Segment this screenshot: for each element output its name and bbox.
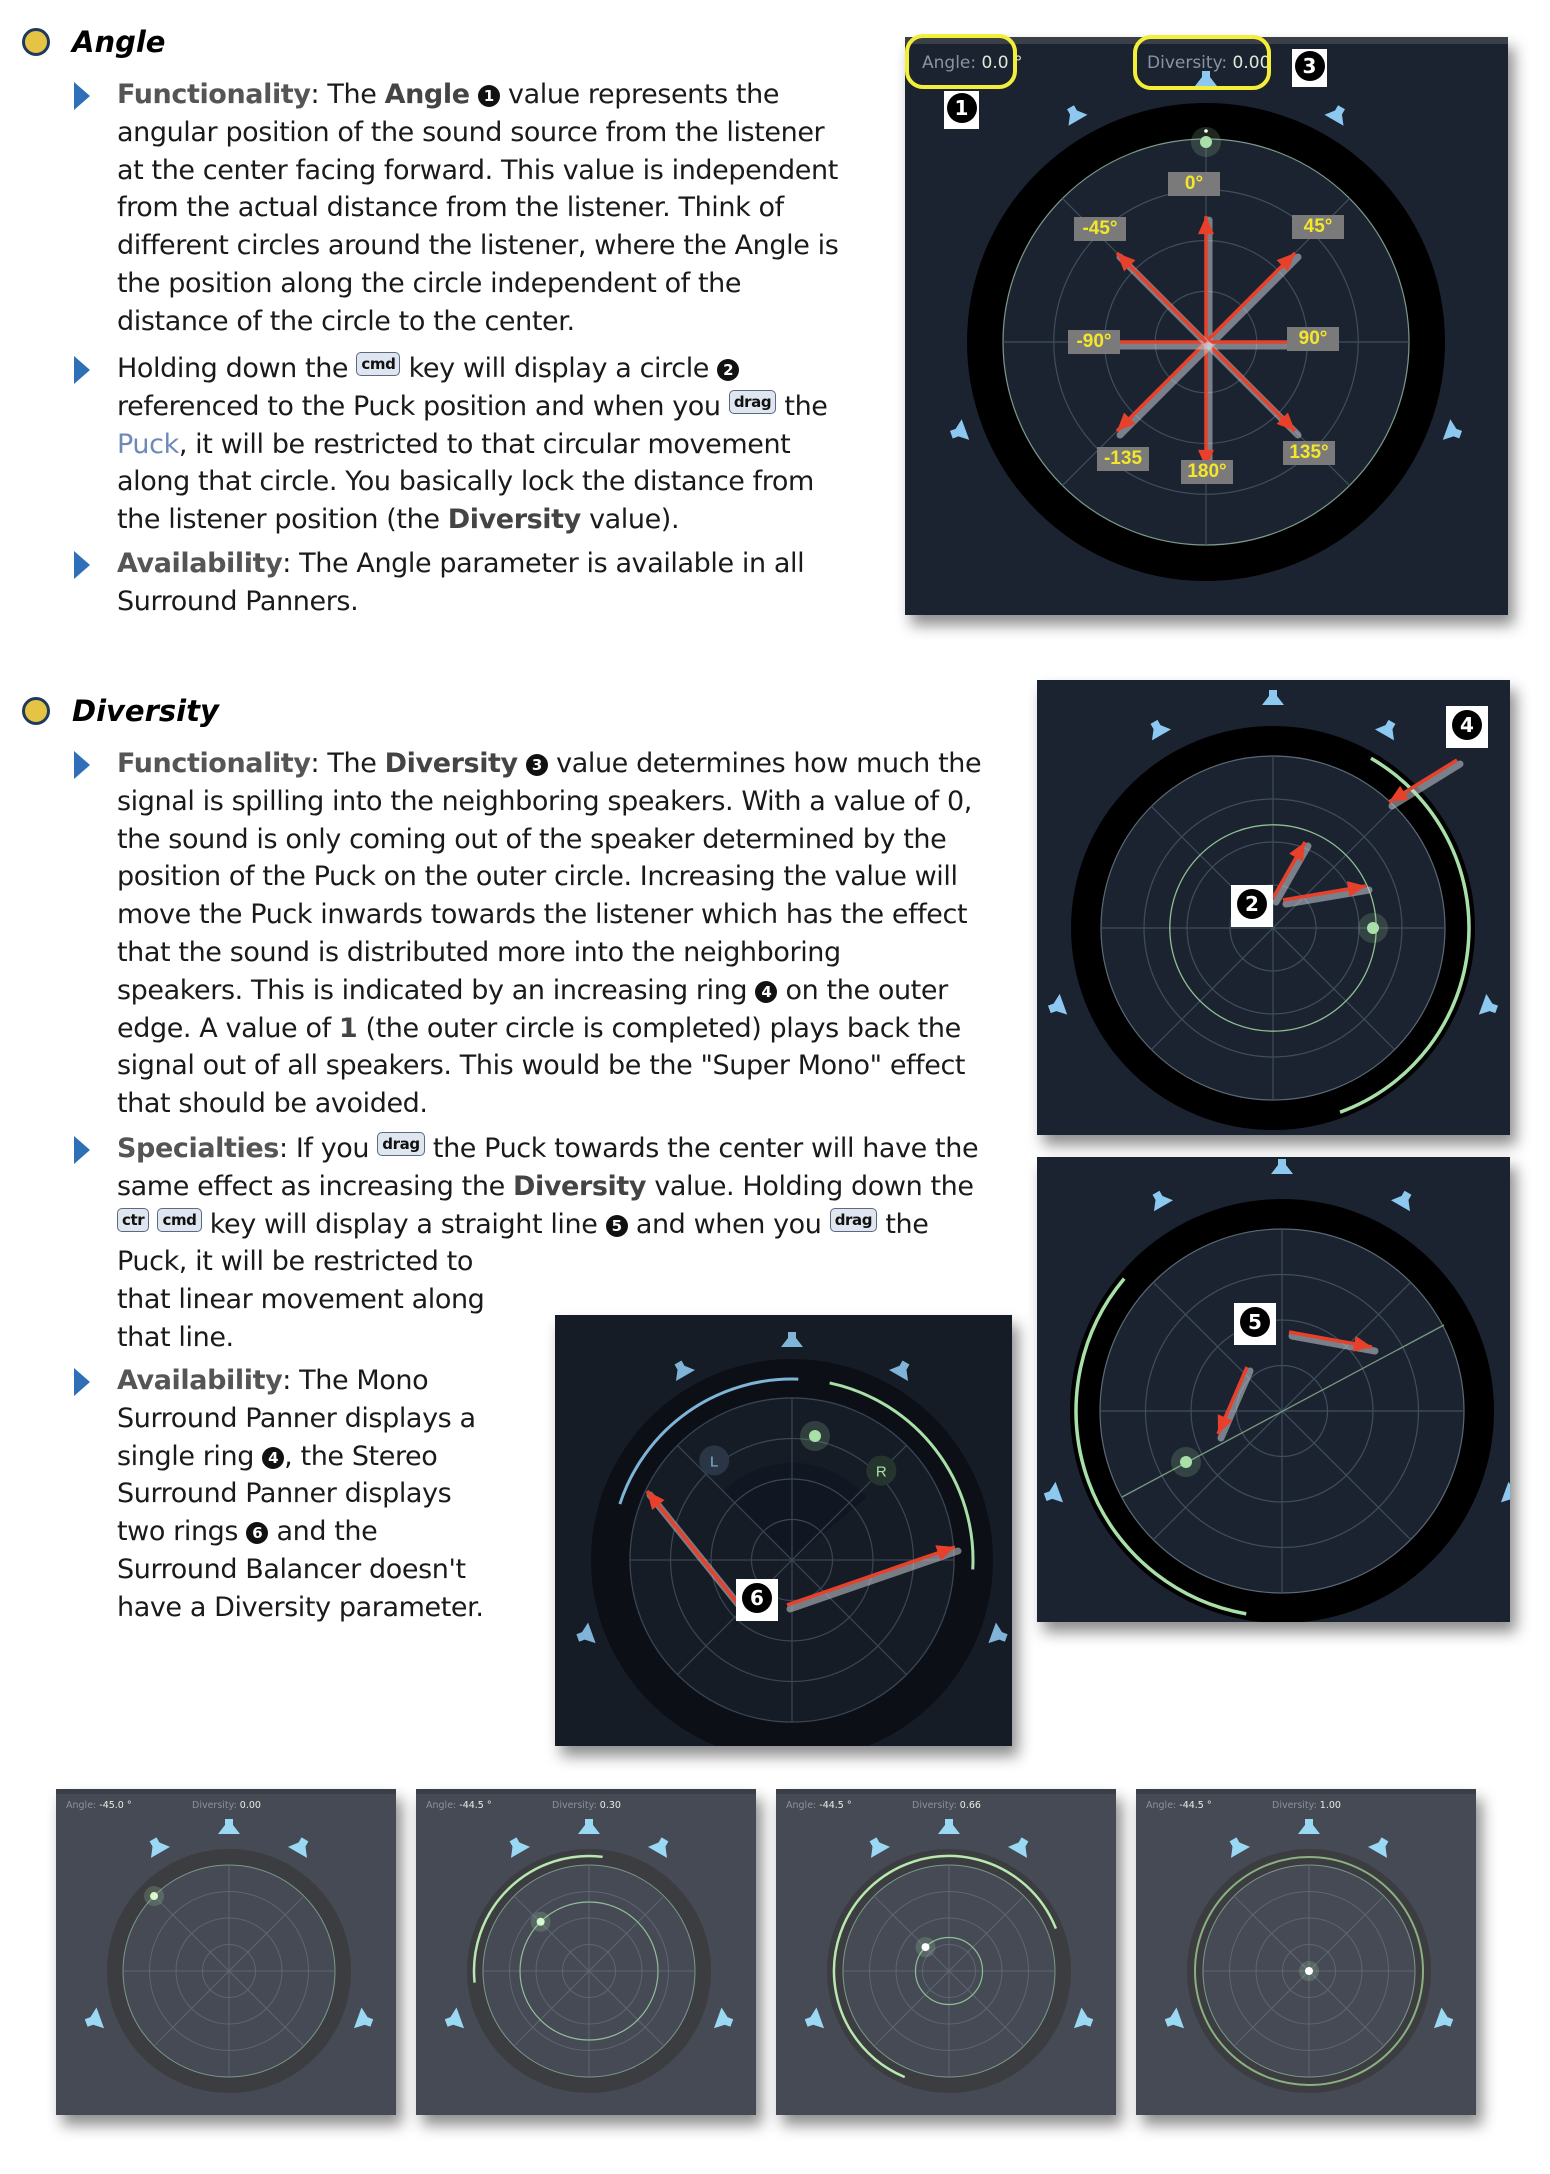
title-bar [416,1789,756,1794]
angle-label: Angle: [426,1800,460,1811]
callout-5-icon: 5 [606,1215,628,1237]
speaker-shape [1324,102,1351,126]
angle-readout: Angle: 0.0 ° [922,53,1023,73]
callout-6: 6 [736,1579,778,1621]
bullet-arrow-icon [74,751,90,779]
speaker-icon [938,1819,960,1834]
speaker-icon [863,1834,890,1858]
bullet-arrow-icon [74,1368,90,1396]
bullet-arrow-icon [74,356,90,384]
speaker-shape [1074,2008,1096,2034]
bullet-diversity-availability: Availability: The Mono Surround Panner displays a single ring 4 , the Stereo Surround Panner displays two rings 6 and the Surround Balancer doesn't have a Diversity parameter. [117,1362,537,1627]
direction-label: -135 [1097,447,1149,471]
speaker-shape [1144,716,1171,740]
speaker-shape [578,1819,600,1834]
callout-4-icon: 4 [262,1447,284,1469]
speaker-shape [442,2008,464,2034]
surround-panner-small[interactable] [416,1789,756,2115]
key-drag: drag [377,1132,424,1156]
section-title: Diversity [72,694,219,728]
callout-3-icon: 3 [526,754,548,776]
direction-label: -90° [1068,330,1120,354]
speaker-icon [82,2008,104,2034]
bullet-angle-availability: Availability: The Angle parameter is available in all Surround Panners. [117,545,897,621]
left-label: L [710,1453,719,1471]
annotation-arrow [1117,342,1206,431]
speaker-shape [1262,690,1284,705]
annotation-arrow [647,1491,739,1605]
readout [1146,1800,1212,1811]
callout-4-icon: 4 [755,981,777,1003]
arrow-shadow [1209,257,1298,346]
surround-panner-small[interactable] [776,1789,1116,2115]
bullet-angle-cmd-circle: Holding down the cmd key will display a circle 2 referenced to the Puck position and when you drag the Puck, it will be restricted to that circular movement along that circle. You basically lock the distance from the listener position (the Diversity value). [117,350,897,539]
speaker-shape [1046,994,1068,1020]
callout-1-icon: 1 [478,85,500,107]
speaker-shape [1162,2008,1184,2034]
direction-label: 90° [1287,327,1339,351]
speaker-shape [1223,1834,1250,1858]
speaker-shape [354,2008,376,2034]
speaker-icon [802,2008,824,2034]
direction-label: -45° [1074,217,1126,241]
speaker-icon [1298,1819,1320,1834]
puck [1180,1456,1192,1468]
speaker-shape [863,1834,890,1858]
speaker-icon [578,1819,600,1834]
callout-4: 4 [1446,706,1488,748]
panel-diversity-step [416,1789,756,2115]
speaker-icon [1008,1834,1035,1858]
speaker-icon [1391,1187,1418,1211]
bullet-arrow-icon [74,82,90,110]
speaker-icon [648,1834,675,1858]
speaker-icon [1223,1834,1250,1858]
heading-dot-icon [22,697,50,725]
puck [1367,922,1379,934]
speaker-icon [1262,690,1284,705]
arrow-shadow [1221,1371,1250,1438]
panel-stereo-rings [555,1315,1012,1746]
speaker-shape [1391,1187,1418,1211]
speaker-icon [1368,1834,1395,1858]
section-title: Angle [72,25,166,59]
bullet-label: Functionality [117,748,311,779]
annotation-arrow [1117,253,1206,342]
key-ctr: ctr [117,1208,149,1232]
speaker-icon [218,1819,240,1834]
speaker-shape [948,419,970,445]
panel-diversity-ring [1037,680,1510,1135]
highlight-angle [905,34,1017,89]
speaker-icon [1061,102,1088,126]
speaker-icon [1434,2008,1456,2034]
section-heading-angle [22,25,165,59]
direction-label: 180° [1181,460,1233,484]
bullet-label: Functionality [117,79,311,110]
diversity-value: 0.00 [1232,53,1271,73]
speaker-shape [1061,102,1088,126]
bullet-angle-functionality: Functionality: The Angle 1 value represents the angular position of the sound source from the listener at the center facing forward. This value is independent from the actual distance from the listener. Think of different circles around the listener, where the Angle is the position along the circle independent of the distance of the circle to the center. [117,76,887,341]
speaker-shape [1434,2008,1456,2034]
speaker-shape [802,2008,824,2034]
annotation-arrow [1206,253,1295,342]
speaker-shape [648,1834,675,1858]
speaker-shape [82,2008,104,2034]
bullet-diversity-specialties: Specialties: If you drag the Puck towards the center will have the same effect as increasing the Diversity value. Holding down the ctr cmd key will display a straight line 5 and when you drag the Puck, it will be restricted to that linear movement along that line. [117,1130,1017,1357]
speaker-shape [781,1332,803,1347]
puck [537,1918,545,1926]
speaker-shape [714,2008,736,2034]
title-bar [1136,1789,1476,1794]
speaker-icon [714,2008,736,2034]
diversity-label: Diversity: [192,1800,240,1811]
bullet-label: Specialties [117,1133,279,1164]
readout [912,1800,981,1811]
puck [1200,136,1212,148]
speaker-shape [1375,716,1402,740]
angle-value: -44.5 ° [459,1800,492,1811]
speaker-shape [1479,994,1501,1020]
surround-panner-diversity-ring[interactable] [1037,680,1510,1135]
title-bar [56,1789,396,1794]
speaker-shape [503,1834,530,1858]
speaker-icon [143,1834,170,1858]
speaker-icon [1074,2008,1096,2034]
puck [809,1430,821,1442]
speaker-icon [1501,1482,1510,1508]
angle-label: Angle: [1146,1800,1180,1811]
panel-linear-line [1037,1157,1510,1622]
annotation-arrow [787,1547,955,1605]
title-bar [776,1789,1116,1794]
speaker-shape [1501,1482,1510,1508]
speaker-icon [1146,1187,1173,1211]
readout [552,1800,621,1811]
callout-2-icon: 2 [717,359,739,381]
angle-label: Angle: [66,1800,100,1811]
key-drag: drag [830,1208,877,1232]
bullet-diversity-functionality: Functionality: The Diversity 3 value determines how much the signal is spilling into the neighboring speakers. With a value of 0, the sound is only coming out of the speaker determined by the position of the Puck on the outer circle. Increasing the value will move the Puck inwards towards the listener which has the effect that the sound is distributed more into the neighboring speakers. This is indicated by an increasing ring 4 on the outer edge. A value of 1 (the outer circle is completed) plays back the signal out of all speakers. This would be the "Super Mono" effect that should be avoided. [117,745,1017,1123]
speaker-shape [988,1623,1010,1649]
speaker-icon [354,2008,376,2034]
speaker-shape [1443,419,1465,445]
readout [786,1800,852,1811]
callout-5: 5 [1234,1303,1276,1345]
speaker-icon [503,1834,530,1858]
angle-value: 0.0 ° [981,53,1023,73]
diversity-readout: Diversity: 0.00 [1147,53,1271,73]
bullet-arrow-icon [74,551,90,579]
speaker-shape [1146,1187,1173,1211]
heading-dot-icon [22,28,50,56]
bullet-arrow-icon [74,1136,90,1164]
speaker-icon [668,1357,695,1381]
diversity-label: Diversity: [1272,1800,1320,1811]
speaker-shape [668,1357,695,1381]
angle-label: Angle: [786,1800,820,1811]
speaker-icon [442,2008,464,2034]
puck [150,1892,158,1900]
speaker-shape [288,1834,315,1858]
speaker-icon [1324,102,1351,126]
speaker-shape [218,1819,240,1834]
puck-marker [1204,129,1208,133]
speaker-icon [889,1357,916,1381]
speaker-icon [1046,994,1068,1020]
surround-panner-stereo[interactable] [555,1315,1012,1746]
arrow-shadow [1120,346,1209,435]
speaker-shape [938,1819,960,1834]
speaker-icon [988,1623,1010,1649]
speaker-shape [1298,1819,1320,1834]
puck [1305,1967,1313,1975]
angle-value: -44.5 ° [1179,1800,1212,1811]
speaker-icon [1162,2008,1184,2034]
speaker-icon [1041,1482,1063,1508]
puck-term: Puck [117,428,179,460]
speaker-shape [143,1834,170,1858]
speaker-shape [1041,1482,1063,1508]
speaker-icon [1144,716,1171,740]
right-label: R [875,1463,887,1481]
speaker-icon [781,1332,803,1347]
key-drag: drag [729,390,776,414]
diversity-label: Diversity: [912,1800,960,1811]
speaker-shape [1271,1159,1293,1174]
callout-1: 1 [944,91,979,129]
direction-label: 0° [1168,172,1220,196]
direction-label: 135° [1283,441,1335,465]
panel-diversity-step [776,1789,1116,2115]
puck [922,1943,930,1951]
diversity-label: Diversity: [552,1800,600,1811]
speaker-icon [1271,1159,1293,1174]
readout [1272,1800,1341,1811]
angle-value: -44.5 ° [819,1800,852,1811]
speaker-icon [1375,716,1402,740]
speaker-icon [288,1834,315,1858]
surround-panner-linear[interactable] [1037,1157,1510,1622]
speaker-shape [889,1357,916,1381]
annotation-arrow [1206,342,1295,431]
diversity-value: 0.30 [599,1800,621,1811]
panel-diversity-step [1136,1789,1476,2115]
readout [192,1800,261,1811]
readout [66,1800,132,1811]
surround-panner-small[interactable] [56,1789,396,2115]
bullet-label: Availability [117,548,283,579]
panel-diversity-step [56,1789,396,2115]
speaker-shape [1008,1834,1035,1858]
diversity-value: 1.00 [1319,1800,1341,1811]
diversity-value: 0.00 [239,1800,261,1811]
angle-value: -45.0 ° [99,1800,132,1811]
speaker-shape [1368,1834,1395,1858]
speaker-icon [574,1623,596,1649]
callout-3: 3 [1292,49,1327,87]
speaker-shape [574,1623,596,1649]
highlight-diversity [1133,35,1271,90]
speaker-icon [948,419,970,445]
diversity-value: 0.66 [959,1800,981,1811]
callout-2: 2 [1231,885,1273,927]
speaker-icon [1443,419,1465,445]
surround-panner-small[interactable] [1136,1789,1476,2115]
direction-label: 45° [1292,215,1344,239]
panel-angle-directions [905,37,1508,615]
section-heading-diversity [22,694,219,728]
key-cmd: cmd [356,352,400,376]
key-cmd: cmd [157,1208,201,1232]
readout [426,1800,492,1811]
surround-panner-angle[interactable] [905,37,1508,615]
bullet-label: Availability [117,1365,283,1396]
speaker-icon [1479,994,1501,1020]
callout-6-icon: 6 [246,1522,268,1544]
stereo-wedge [723,1463,866,1560]
